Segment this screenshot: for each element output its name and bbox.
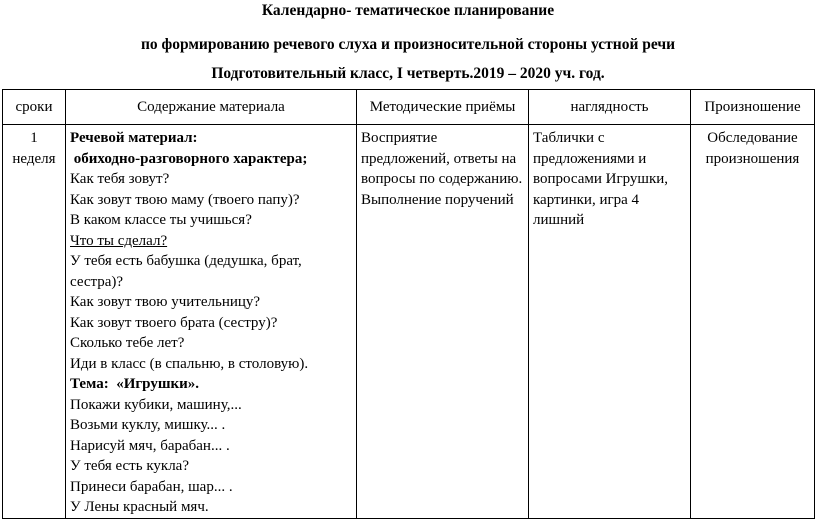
content-line: Как тебя зовут?: [70, 171, 170, 187]
content-line: Иди в класс (в спальню, в столовую).: [70, 355, 309, 372]
col-header-visual: наглядность: [529, 90, 691, 125]
content-cell: [66, 125, 357, 519]
content-line: Как зовут твою учительницу?: [70, 294, 261, 310]
content-topic-heading: Тема: «Игрушки».: [70, 376, 200, 392]
table-row: [3, 125, 815, 519]
table-header-row: [3, 90, 815, 125]
content-line-heading: Речевой материал:: [70, 130, 198, 146]
content-line: В каком классе ты учишься?: [70, 212, 252, 228]
col-header-methods: Методические приёмы: [357, 90, 529, 125]
methods-cell: Восприятие предложений, ответы на вопросы по содержанию. Выполнение поручений: [357, 125, 529, 519]
content-line: Принеси барабан, шар... .: [70, 478, 233, 495]
content-line-underlined: Что ты сделал?: [70, 232, 168, 249]
content-line: Возьми куклу, мишку... .: [70, 417, 226, 433]
content-line: Сколько тебе лет?: [70, 335, 185, 351]
col-header-period: сроки: [3, 90, 66, 125]
doc-subtitle: по формированию речевого слуха и произносительной стороны устной речи: [140, 36, 676, 53]
content-line: Как зовут твою маму (твоего папу)?: [70, 191, 300, 208]
content-line-subheading: обиходно-разговорного характера;: [70, 150, 308, 167]
col-header-content: Содержание материала: [66, 90, 357, 125]
period-cell: [3, 125, 66, 519]
content-line: У Лены красный мяч.: [70, 499, 209, 515]
content-line: У тебя есть кукла?: [70, 458, 189, 474]
visual-aids-cell: Таблички с предложениями и вопросами Игрушки, картинки, игра 4 лишний: [529, 125, 691, 519]
col-header-pronunciation: Произношение: [691, 90, 815, 125]
pronunciation-cell: Обследование произношения: [691, 125, 815, 519]
planning-table: [2, 89, 815, 519]
doc-title: Календарно- тематическое планирование: [261, 2, 555, 19]
content-line: Покажи кубики, машину,...: [70, 396, 242, 413]
content-line: У тебя есть бабушка (дедушка, брат, сестра)?: [70, 253, 302, 290]
doc-class-period: Подготовительный класс, I четверть.2019 – 2020 уч. год.: [211, 65, 605, 82]
period-number: 1: [30, 130, 38, 146]
period-unit: неделя: [12, 150, 56, 167]
content-line: Как зовут твоего брата (сестру)?: [70, 314, 278, 331]
content-line: Нарисуй мяч, барабан... .: [70, 437, 230, 454]
